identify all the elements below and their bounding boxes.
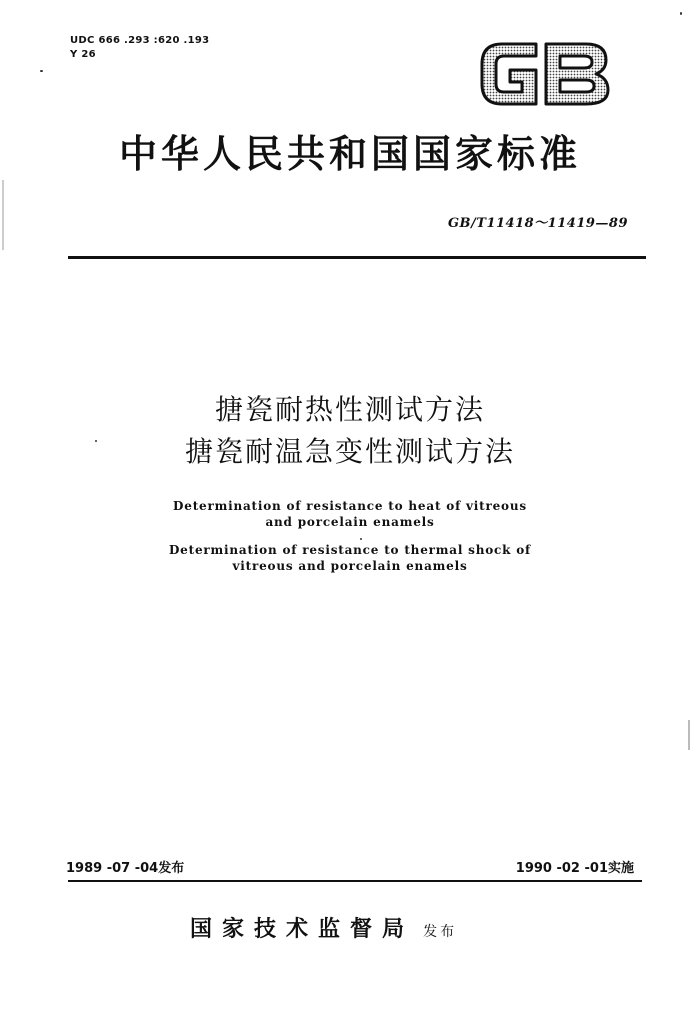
footer-divider: [68, 880, 642, 882]
issue-date: 1989 -07 -04发布: [66, 861, 185, 876]
en-title-line: vitreous and porcelain enamels: [232, 559, 468, 573]
publisher-suffix: 发布: [423, 924, 458, 940]
standard-number: GB/T11418～11419—89: [447, 216, 628, 231]
scan-speck: [2, 180, 4, 250]
scan-speck: [95, 440, 97, 442]
udc-code: UDC 666 .293 :620 .193: [70, 35, 210, 46]
scan-speck: [40, 70, 43, 72]
en-title-thermal-shock: [0, 542, 700, 574]
publisher-name: 国家技术监督局: [190, 916, 415, 942]
scan-speck: [688, 720, 690, 750]
scan-speck: [360, 538, 362, 540]
implementation-date: 1990 -02 -01实施: [515, 861, 634, 876]
scan-speck: [680, 12, 682, 15]
en-title-line: Determination of resistance to thermal shock of: [168, 543, 532, 557]
header-divider: [68, 256, 646, 259]
en-title-heat-resistance: [0, 498, 700, 530]
classification-codes: [70, 34, 209, 62]
gb-logo-icon: [474, 34, 614, 114]
category-code: Y 26: [70, 49, 96, 60]
en-title-line: Determination of resistance to heat of vitreous: [173, 499, 527, 513]
zh-title-heat-resistance: 搪瓷耐热性测试方法: [214, 393, 485, 426]
en-title-line: and porcelain enamels: [265, 515, 435, 529]
org-title: 中华人民共和国国家标准: [118, 132, 581, 176]
zh-title-thermal-shock: 搪瓷耐温急变性测试方法: [184, 435, 515, 468]
publisher: [190, 912, 457, 943]
